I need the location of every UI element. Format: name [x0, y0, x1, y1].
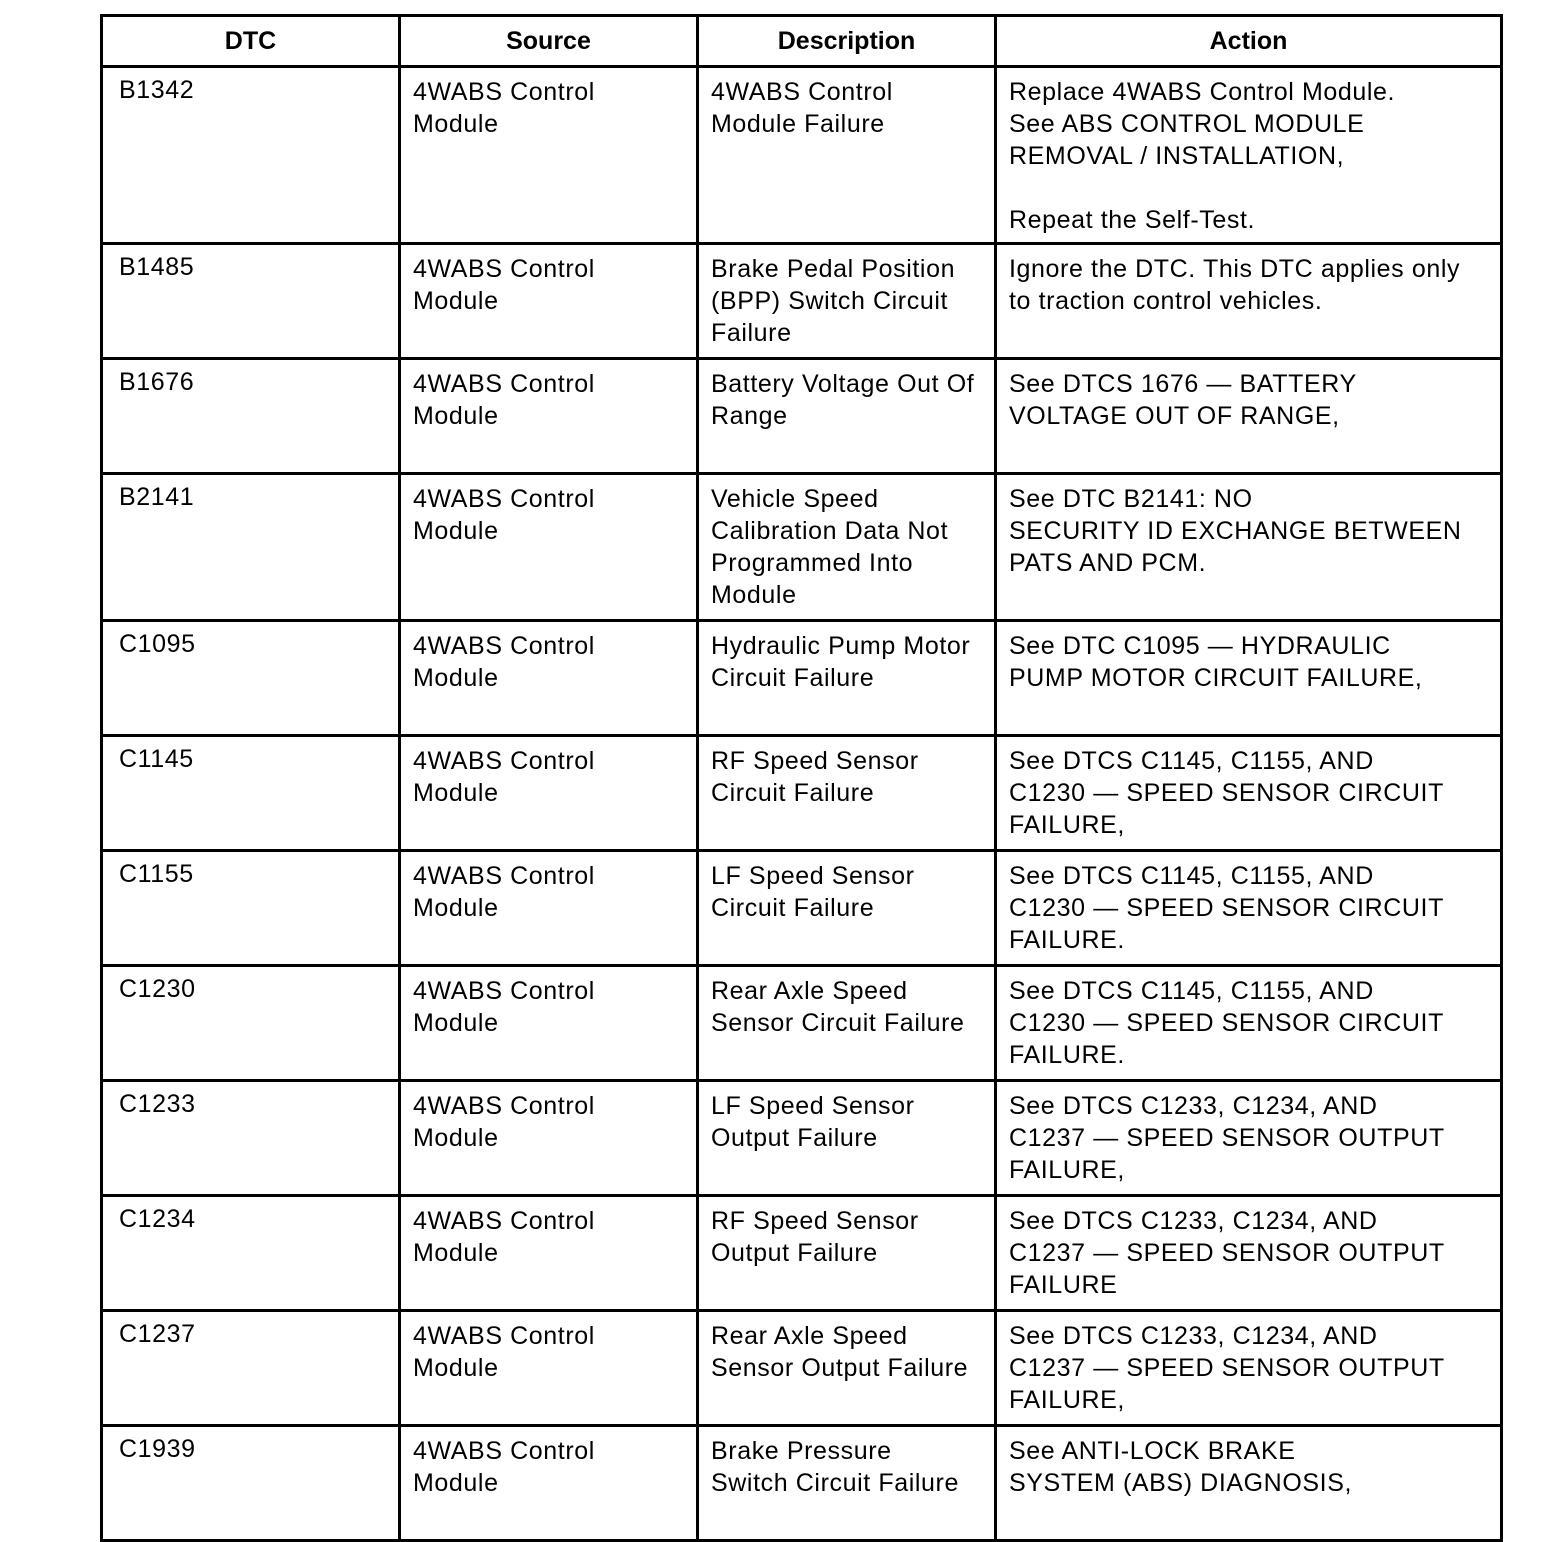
- source-cell: [400, 1081, 698, 1196]
- description-line: Failure: [711, 319, 792, 347]
- action-line: See DTCS C1233, C1234, AND: [1009, 1207, 1378, 1235]
- description-line: LF Speed Sensor: [711, 862, 915, 890]
- source-line: 4WABS Control: [413, 977, 595, 1005]
- source-line: Module: [413, 664, 499, 692]
- table-row: [102, 244, 1502, 359]
- description-cell: [698, 67, 996, 244]
- source-line: 4WABS Control: [413, 747, 595, 775]
- description-line: Output Failure: [711, 1239, 878, 1267]
- dtc-code-cell: B1342: [102, 67, 400, 244]
- action-line: C1230 — SPEED SENSOR CIRCUIT: [1009, 894, 1444, 922]
- description-line: Battery Voltage Out Of: [711, 370, 975, 398]
- description-line: Circuit Failure: [711, 779, 875, 807]
- dtc-code-cell: C1234: [102, 1196, 400, 1311]
- description-cell: [698, 621, 996, 736]
- dtc-code-cell: B2141: [102, 474, 400, 621]
- description-cell: [698, 1426, 996, 1541]
- action-line: FAILURE,: [1009, 811, 1125, 839]
- source-line: Module: [413, 1009, 499, 1037]
- source-line: 4WABS Control: [413, 1207, 595, 1235]
- description-cell: [698, 851, 996, 966]
- description-line: RF Speed Sensor: [711, 747, 919, 775]
- table-row: [102, 621, 1502, 736]
- description-line: Range: [711, 402, 788, 430]
- action-line: PATS AND PCM.: [1009, 549, 1207, 577]
- action-cell: [996, 1196, 1502, 1311]
- action-line: See DTCS C1145, C1155, AND: [1009, 977, 1374, 1005]
- action-cell: [996, 67, 1502, 244]
- description-line: Sensor Output Failure: [711, 1354, 969, 1382]
- action-cell: [996, 736, 1502, 851]
- action-line: See DTCS C1145, C1155, AND: [1009, 747, 1374, 775]
- action-line: Replace 4WABS Control Module.: [1009, 78, 1396, 106]
- action-line: PUMP MOTOR CIRCUIT FAILURE,: [1009, 664, 1423, 692]
- dtc-code-cell: B1676: [102, 359, 400, 474]
- description-line: RF Speed Sensor: [711, 1207, 919, 1235]
- dtc-code-cell: C1233: [102, 1081, 400, 1196]
- source-line: 4WABS Control: [413, 370, 595, 398]
- description-cell: [698, 966, 996, 1081]
- action-line: See DTCS 1676 — BATTERY: [1009, 370, 1357, 398]
- action-cell: [996, 851, 1502, 966]
- description-cell: [698, 1311, 996, 1426]
- header-source: Source: [400, 16, 698, 67]
- dtc-code-cell: B1485: [102, 244, 400, 359]
- description-line: Sensor Circuit Failure: [711, 1009, 965, 1037]
- action-cell: [996, 1081, 1502, 1196]
- table-row: [102, 736, 1502, 851]
- action-line: See DTC C1095 — HYDRAULIC: [1009, 632, 1391, 660]
- action-line: Repeat the Self-Test.: [1009, 206, 1256, 234]
- source-line: 4WABS Control: [413, 1092, 595, 1120]
- source-line: Module: [413, 517, 499, 545]
- source-line: Module: [413, 894, 499, 922]
- action-line: SECURITY ID EXCHANGE BETWEEN: [1009, 517, 1462, 545]
- source-cell: [400, 359, 698, 474]
- action-line: See ABS CONTROL MODULE: [1009, 110, 1365, 138]
- description-cell: [698, 736, 996, 851]
- source-cell: [400, 1311, 698, 1426]
- description-cell: [698, 359, 996, 474]
- dtc-code-cell: C1095: [102, 621, 400, 736]
- dtc-code-cell: C1230: [102, 966, 400, 1081]
- source-line: 4WABS Control: [413, 255, 595, 283]
- source-line: Module: [413, 1469, 499, 1497]
- description-line: (BPP) Switch Circuit: [711, 287, 949, 315]
- action-cell: [996, 244, 1502, 359]
- table-row: [102, 474, 1502, 621]
- source-cell: [400, 1426, 698, 1541]
- table-row: [102, 359, 1502, 474]
- action-line: See ANTI-LOCK BRAKE: [1009, 1437, 1296, 1465]
- table-row: [102, 851, 1502, 966]
- source-line: Module: [413, 402, 499, 430]
- header-dtc: DTC: [102, 16, 400, 67]
- source-cell: [400, 474, 698, 621]
- source-cell: [400, 736, 698, 851]
- action-line: REMOVAL / INSTALLATION,: [1009, 142, 1345, 170]
- action-line: See DTCS C1233, C1234, AND: [1009, 1322, 1378, 1350]
- description-line: Programmed Into: [711, 549, 914, 577]
- source-line: Module: [413, 779, 499, 807]
- dtc-code-cell: C1145: [102, 736, 400, 851]
- source-line: Module: [413, 1124, 499, 1152]
- dtc-code-cell: C1155: [102, 851, 400, 966]
- action-cell: [996, 966, 1502, 1081]
- source-line: Module: [413, 287, 499, 315]
- action-line: C1230 — SPEED SENSOR CIRCUIT: [1009, 779, 1444, 807]
- header-action: Action: [996, 16, 1502, 67]
- action-line: C1237 — SPEED SENSOR OUTPUT: [1009, 1239, 1445, 1267]
- description-line: Hydraulic Pump Motor: [711, 632, 971, 660]
- description-cell: [698, 244, 996, 359]
- source-cell: [400, 1196, 698, 1311]
- description-cell: [698, 1196, 996, 1311]
- header-description: Description: [698, 16, 996, 67]
- action-cell: [996, 474, 1502, 621]
- action-cell: [996, 621, 1502, 736]
- description-line: Module: [711, 581, 797, 609]
- description-line: Circuit Failure: [711, 894, 875, 922]
- source-cell: [400, 851, 698, 966]
- description-cell: [698, 1081, 996, 1196]
- description-line: 4WABS Control: [711, 78, 893, 106]
- table-row: [102, 1426, 1502, 1541]
- description-line: Circuit Failure: [711, 664, 875, 692]
- table-row: [102, 67, 1502, 244]
- description-line: Output Failure: [711, 1124, 878, 1152]
- action-line: FAILURE,: [1009, 1386, 1125, 1414]
- action-cell: [996, 359, 1502, 474]
- action-line: FAILURE: [1009, 1271, 1118, 1299]
- description-cell: [698, 474, 996, 621]
- table-row: [102, 1311, 1502, 1426]
- source-line: 4WABS Control: [413, 1322, 595, 1350]
- table-body: [102, 67, 1502, 1541]
- description-line: Switch Circuit Failure: [711, 1469, 959, 1497]
- dtc-table: [100, 14, 1503, 1542]
- action-line: C1237 — SPEED SENSOR OUTPUT: [1009, 1124, 1445, 1152]
- source-cell: [400, 67, 698, 244]
- action-line: Ignore the DTC. This DTC applies only: [1009, 255, 1461, 283]
- action-line: FAILURE.: [1009, 926, 1125, 954]
- source-line: 4WABS Control: [413, 1437, 595, 1465]
- action-line: SYSTEM (ABS) DIAGNOSIS,: [1009, 1469, 1353, 1497]
- source-line: Module: [413, 110, 499, 138]
- source-line: Module: [413, 1354, 499, 1382]
- description-line: LF Speed Sensor: [711, 1092, 915, 1120]
- source-line: 4WABS Control: [413, 632, 595, 660]
- action-cell: [996, 1426, 1502, 1541]
- dtc-code-cell: C1939: [102, 1426, 400, 1541]
- source-line: 4WABS Control: [413, 485, 595, 513]
- action-line: to traction control vehicles.: [1009, 287, 1323, 315]
- source-cell: [400, 621, 698, 736]
- line-gap: [1009, 172, 1490, 204]
- description-line: Module Failure: [711, 110, 885, 138]
- description-line: Brake Pedal Position: [711, 255, 956, 283]
- table-row: [102, 1081, 1502, 1196]
- description-line: Rear Axle Speed: [711, 1322, 908, 1350]
- table-row: [102, 966, 1502, 1081]
- action-line: See DTCS C1233, C1234, AND: [1009, 1092, 1378, 1120]
- source-cell: [400, 244, 698, 359]
- table-header-row: [102, 16, 1502, 67]
- action-line: FAILURE.: [1009, 1041, 1125, 1069]
- source-line: 4WABS Control: [413, 78, 595, 106]
- description-line: Brake Pressure: [711, 1437, 892, 1465]
- action-line: See DTC B2141: NO: [1009, 485, 1253, 513]
- action-line: C1230 — SPEED SENSOR CIRCUIT: [1009, 1009, 1444, 1037]
- action-line: See DTCS C1145, C1155, AND: [1009, 862, 1374, 890]
- description-line: Calibration Data Not: [711, 517, 949, 545]
- action-line: FAILURE,: [1009, 1156, 1125, 1184]
- action-line: C1237 — SPEED SENSOR OUTPUT: [1009, 1354, 1445, 1382]
- action-line: VOLTAGE OUT OF RANGE,: [1009, 402, 1340, 430]
- description-line: Rear Axle Speed: [711, 977, 908, 1005]
- dtc-code-cell: C1237: [102, 1311, 400, 1426]
- action-cell: [996, 1311, 1502, 1426]
- source-cell: [400, 966, 698, 1081]
- table-row: [102, 1196, 1502, 1311]
- source-line: Module: [413, 1239, 499, 1267]
- source-line: 4WABS Control: [413, 862, 595, 890]
- description-line: Vehicle Speed: [711, 485, 879, 513]
